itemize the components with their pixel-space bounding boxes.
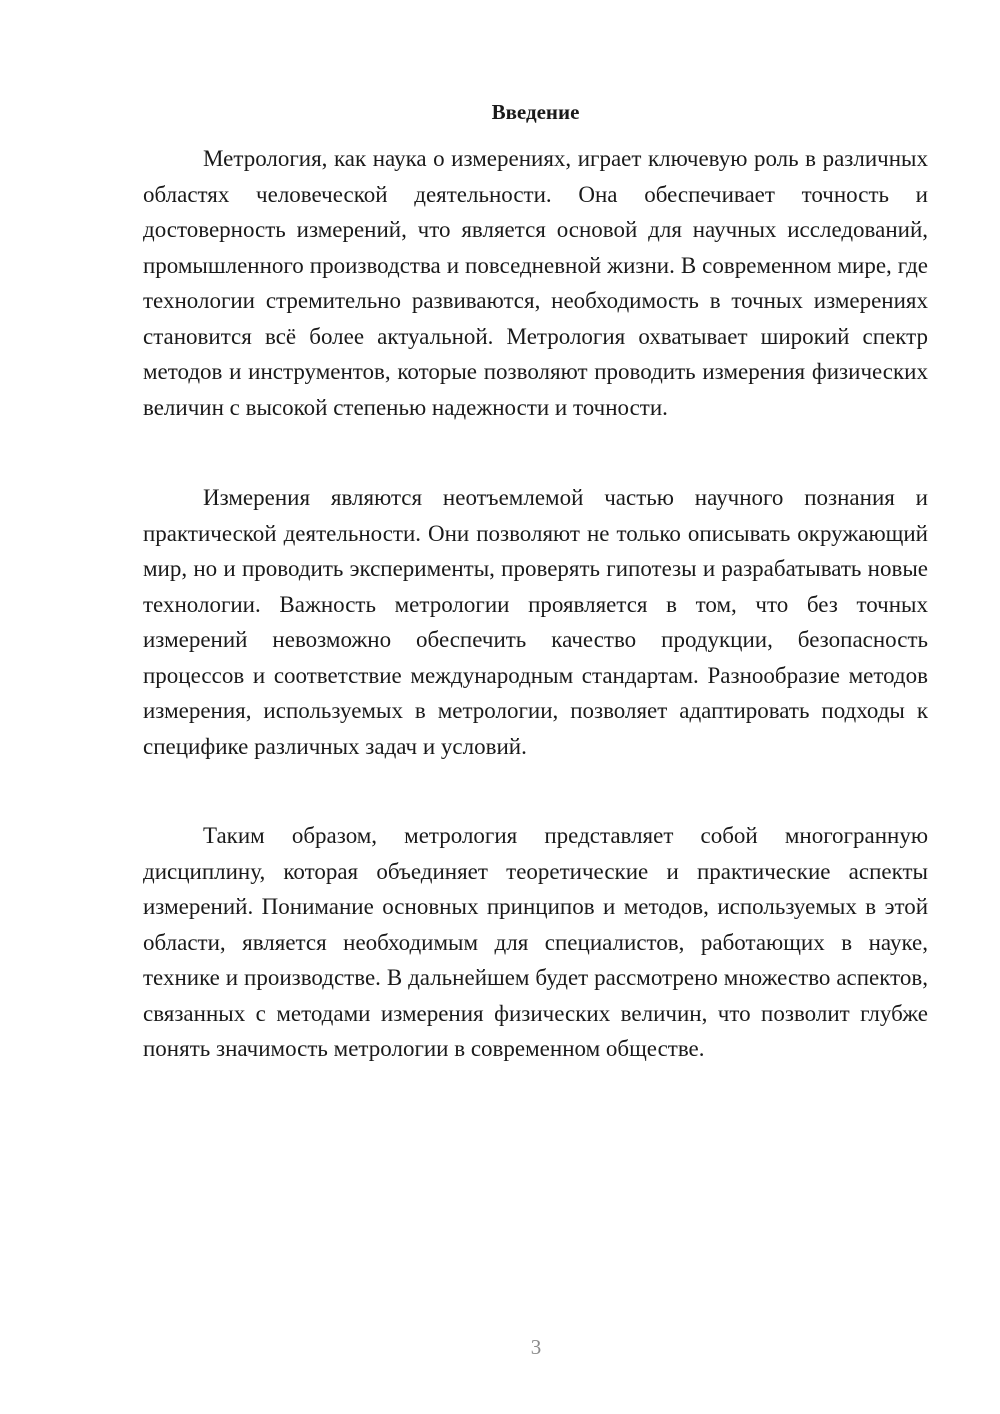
paragraph-intro: Метрология, как наука о измерениях, играет ключевую роль в различных областях человеческой деятельности. Она обеспечивает точность и достоверность измерений, что является основой для научных исследований, промышленного производства и повседневной жизни. В современном мире, где технологии стремительно развиваются, необходимость в точных измерениях становится всё более актуальной. Метрология охватывает широкий спектр методов и инструментов, которые позволяют проводить измерения физических величин с высокой степенью надежности и точности. [143,146,928,420]
paragraph-conclusion: Таким образом, метрология представляет собой многогранную дисциплину, которая объединяет теоретические и практические аспекты измерений. Понимание основных принципов и методов, используемых в этой области, является необходимым для специалистов, работающих в науке, технике и производстве. В дальнейшем будет рассмотрено множество аспектов, связанных с методами измерения физических величин, что позволит глубже понять значимость метрологии в современном обществе. [143,823,928,1061]
page-title: Введение [491,100,580,124]
paragraph-measurements: Измерения являются неотъемлемой частью научного познания и практической деятельности. Они позволяют не только описывать окружающий мир, но и проводить эксперименты, проверять гипотезы и разрабатывать новые технологии. Важность метрологии проявляется в том, что без точных измерений невозможно обеспечить качество продукции, безопасность процессов и соответствие международным стандартам. Разнообразие методов измерения, используемых в метрологии, позволяет адаптировать подходы к специфике различных задач и условий. [143,485,928,759]
page-number: 3 [530,1335,542,1359]
